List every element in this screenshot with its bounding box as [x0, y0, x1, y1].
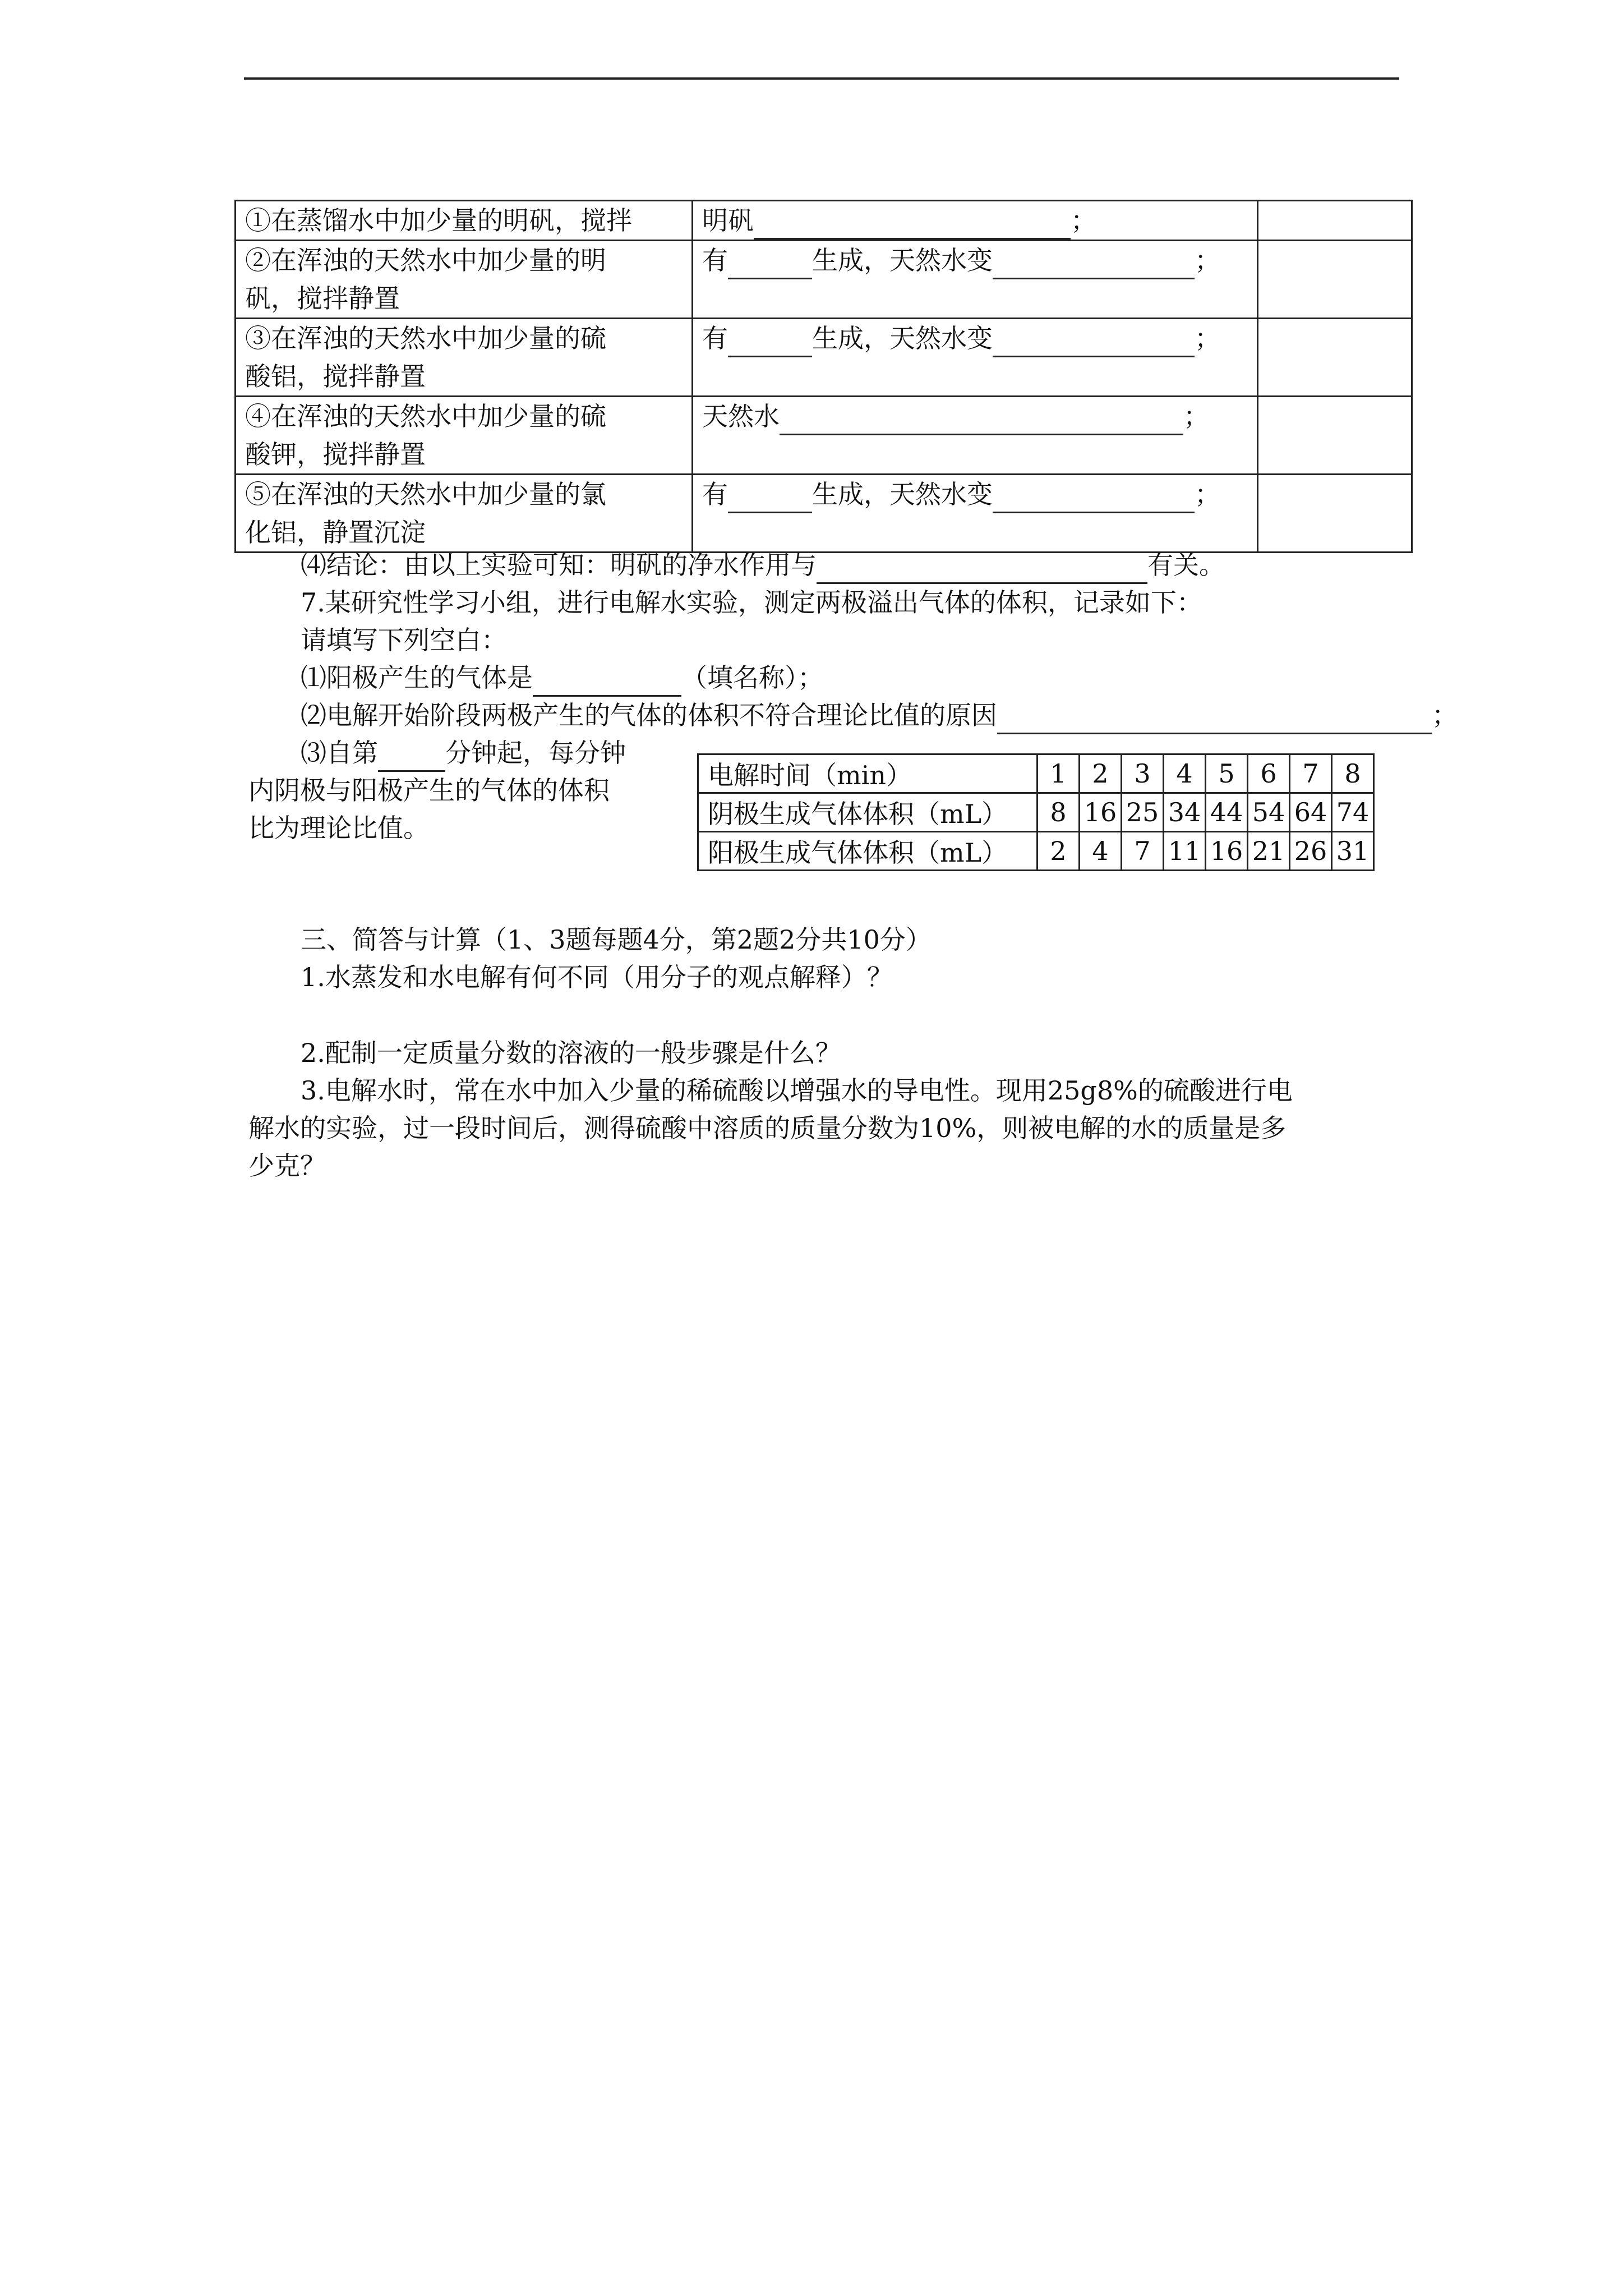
table-cell: 44 — [1206, 793, 1248, 832]
empty-cell — [1258, 201, 1412, 241]
table-cell: 4 — [1080, 832, 1122, 871]
row-label: 电解时间（min） — [698, 754, 1038, 793]
empty-cell — [1258, 397, 1412, 475]
section3-q1: 1.水蒸发和水电解有何不同（用分子的观点解释）？ — [301, 962, 893, 992]
table-row — [698, 754, 1374, 793]
q7-instruction: 请填写下列空白： — [301, 625, 507, 655]
answer-blank[interactable] — [533, 666, 681, 697]
operation-cell: ⑤在浑浊的天然水中加少量的氯 化铝，静置沉淀 — [236, 475, 693, 553]
table-row — [236, 319, 1412, 397]
table-cell: 64 — [1290, 793, 1332, 832]
result-cell: 有 生成，天然水变 ； — [693, 319, 1258, 397]
row-label: 阳极生成气体体积（mL） — [698, 832, 1038, 871]
q7-sub2: ⑵电解开始阶段两极产生的气体的体积不符合理论比值的原因 ； — [301, 696, 1458, 734]
table-cell: 6 — [1248, 754, 1290, 793]
table-cell: 26 — [1290, 832, 1332, 871]
answer-blank[interactable] — [997, 703, 1432, 734]
answer-blank[interactable] — [728, 482, 812, 513]
q7-sub3-line3: 比为理论比值。 — [248, 813, 429, 843]
table-row — [236, 397, 1412, 475]
empty-cell — [1258, 319, 1412, 397]
table-row — [236, 201, 1412, 241]
operation-cell: ③在浑浊的天然水中加少量的硫 酸铝，搅拌静置 — [236, 319, 693, 397]
result-cell: 明矾 ； — [693, 201, 1258, 241]
header-rule — [244, 77, 1399, 80]
table-cell: 2 — [1038, 832, 1080, 871]
table-cell: 16 — [1080, 793, 1122, 832]
table-cell: 8 — [1332, 754, 1374, 793]
table-cell: 4 — [1164, 754, 1206, 793]
section3-q2: 2.配制一定质量分数的溶液的一般步骤是什么？ — [301, 1038, 841, 1068]
answer-blank[interactable] — [993, 482, 1195, 513]
table-cell: 7 — [1290, 754, 1332, 793]
experiment-table — [234, 200, 1413, 553]
answer-blank[interactable] — [817, 553, 1147, 584]
table-cell: 54 — [1248, 793, 1290, 832]
section3-q3-line2: 解水的实验，过一段时间后，测得硫酸中溶质的质量分数为10%，则被电解的水的质量是多 — [248, 1113, 1287, 1143]
section3-q3-line3: 少克？ — [248, 1151, 326, 1181]
table-cell: 21 — [1248, 832, 1290, 871]
empty-cell — [1258, 241, 1412, 319]
table-cell: 16 — [1206, 832, 1248, 871]
result-cell: 天然水 ； — [693, 397, 1258, 475]
operation-cell: ②在浑浊的天然水中加少量的明 矾，搅拌静置 — [236, 241, 693, 319]
answer-blank[interactable] — [754, 209, 1071, 240]
row-label: 阴极生成气体体积（mL） — [698, 793, 1038, 832]
table-cell: 2 — [1080, 754, 1122, 793]
table-row — [236, 475, 1412, 553]
q7-stem: 7.某研究性学习小组，进行电解水实验，测定两极溢出气体的体积，记录如下： — [301, 587, 1202, 618]
q7-sub3-line2: 内阴极与阳极产生的气体的体积 — [248, 775, 610, 806]
q7-sub1: ⑴阳极产生的气体是 （填名称）； — [301, 659, 823, 697]
empty-cell — [1258, 475, 1412, 553]
table-cell: 34 — [1164, 793, 1206, 832]
operation-cell: ④在浑浊的天然水中加少量的硫 酸钾，搅拌静置 — [236, 397, 693, 475]
table-cell: 74 — [1332, 793, 1374, 832]
answer-blank[interactable] — [728, 326, 812, 357]
result-cell: 有 生成，天然水变 ； — [693, 475, 1258, 553]
table-cell: 3 — [1122, 754, 1164, 793]
result-cell: 有 生成，天然水变 ； — [693, 241, 1258, 319]
answer-blank[interactable] — [780, 404, 1183, 435]
operation-cell: ①在蒸馏水中加少量的明矾，搅拌 — [236, 201, 693, 241]
table-row — [236, 241, 1412, 319]
answer-blank[interactable] — [993, 249, 1195, 279]
table-row — [698, 832, 1374, 871]
section3-heading: 三、简答与计算（1、3题每题4分，第2题2分共10分） — [301, 924, 932, 955]
table-cell: 7 — [1122, 832, 1164, 871]
q7-sub3-line1: ⑶自第 分钟起，每分钟 — [301, 734, 626, 772]
answer-blank[interactable] — [993, 326, 1195, 357]
table-cell: 8 — [1038, 793, 1080, 832]
table-cell: 1 — [1038, 754, 1080, 793]
table-cell: 11 — [1164, 832, 1206, 871]
electrolysis-data-table — [697, 753, 1375, 871]
table-cell: 5 — [1206, 754, 1248, 793]
conclusion: ⑷结论：由以上实验可知：明矾的净水作用与 有关。 — [301, 546, 1225, 584]
answer-blank[interactable] — [728, 249, 812, 279]
table-row — [698, 793, 1374, 832]
section3-q3-line1: 3.电解水时，常在水中加入少量的稀硫酸以增强水的导电性。现用25g8%的硫酸进行电 — [301, 1075, 1293, 1106]
table-cell: 31 — [1332, 832, 1374, 871]
answer-blank[interactable] — [378, 741, 445, 772]
table-cell: 25 — [1122, 793, 1164, 832]
